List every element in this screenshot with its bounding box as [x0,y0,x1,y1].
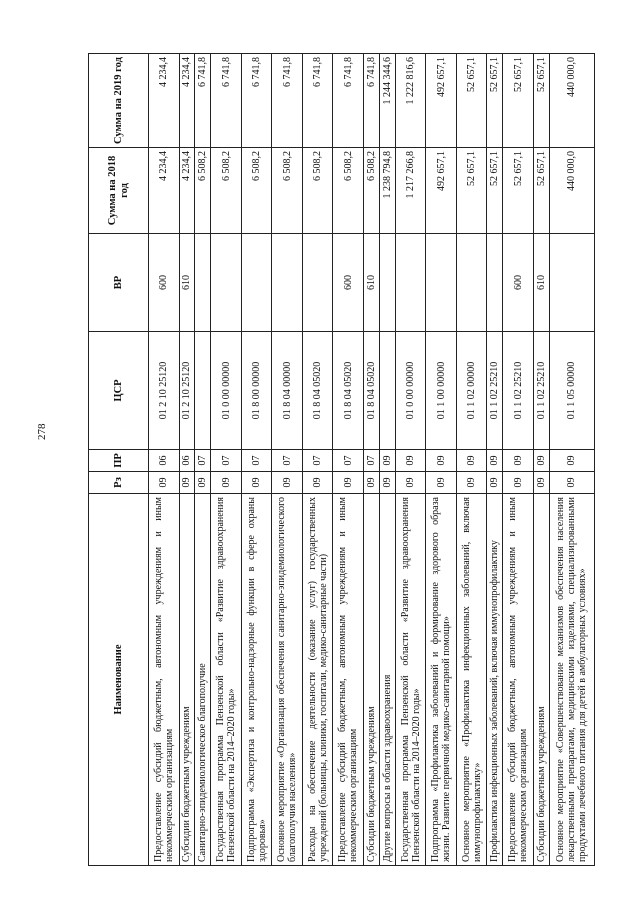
cell-vr [426,234,457,332]
header-vr: ВР [89,234,149,332]
cell-vr: 610 [363,234,379,332]
cell-name: Государственная программа Пензенской области «Развитие здравоохранения Пензенской области на 2014–2020 годы» [395,494,426,866]
cell-rz: 09 [426,472,457,494]
header-rz: Рз [89,472,149,494]
cell-pr: 09 [487,450,503,472]
cell-pr: 09 [379,450,395,472]
cell-vr: 610 [533,234,549,332]
cell-name: Предоставление субсидий бюджетным, автономным учреждениям и иным некоммерческим организациям [149,494,180,866]
table-row [302,54,333,866]
cell-sum-2019: 52 657,1 [487,54,503,148]
cell-rz: 09 [302,472,333,494]
cell-rz: 09 [272,472,303,494]
cell-name: Расходы на обеспечение деятельности (оказание услуг) государственных учреждений (больницы, клиники, госпитали, медико-санитарные части) [302,494,333,866]
cell-pr: 06 [149,450,180,472]
table-row [549,54,594,866]
header-pr: ПР [89,450,149,472]
table-row [241,54,272,866]
cell-rz: 09 [549,472,594,494]
cell-csr: 01 2 10 25120 [179,332,195,450]
cell-sum-2019: 52 657,1 [456,54,487,148]
cell-csr: 01 8 04 00000 [272,332,303,450]
header-sum-2019: Сумма на 2019 год [89,54,149,148]
cell-sum-2019: 4 234,4 [149,54,180,148]
header-name: Наименование [89,494,149,866]
cell-sum-2019: 6 741,8 [211,54,242,148]
cell-vr [241,234,272,332]
cell-pr: 09 [503,450,534,472]
cell-csr: 01 8 00 00000 [241,332,272,450]
cell-name: Субсидии бюджетным учреждениям [179,494,195,866]
cell-sum-2019: 52 657,1 [533,54,549,148]
cell-sum-2019: 6 741,8 [363,54,379,148]
cell-pr: 06 [179,450,195,472]
cell-pr: 09 [395,450,426,472]
cell-vr [272,234,303,332]
table-row [149,54,180,866]
cell-csr: 01 2 10 25120 [149,332,180,450]
cell-name: Подпрограмма «Профилактика заболеваний и формирование здорового образа жизни. Развитие первичной медико-санитарной помощи» [426,494,457,866]
cell-csr: 01 1 02 25210 [503,332,534,450]
cell-sum-2018: 52 657,1 [533,148,549,234]
cell-sum-2018: 6 508,2 [195,148,211,234]
cell-rz: 09 [379,472,395,494]
cell-name: Санитарно-эпидемиологическое благополучие [195,494,211,866]
cell-csr: 01 1 00 00000 [426,332,457,450]
cell-pr: 07 [333,450,364,472]
cell-sum-2019: 52 657,1 [503,54,534,148]
cell-csr: 01 8 04 05020 [302,332,333,450]
cell-sum-2018: 4 234,4 [179,148,195,234]
cell-rz: 09 [149,472,180,494]
cell-vr [211,234,242,332]
cell-name: Основное мероприятие «Совершенствование механизмов обеспечения населения лекарственными препаратами, медицинскими изделиями, специализированными продуктами лечебного питания для детей в амбулаторных условиях» [549,494,594,866]
cell-csr: 01 1 02 25210 [533,332,549,450]
cell-sum-2019: 6 741,8 [333,54,364,148]
cell-csr: 01 8 04 05020 [333,332,364,450]
page-number: 278 [36,423,48,440]
cell-vr [395,234,426,332]
table-row [363,54,379,866]
cell-name: Основное мероприятие «Профилактика инфекционных заболеваний, включая иммунопрофилактику» [456,494,487,866]
cell-sum-2018: 52 657,1 [503,148,534,234]
cell-csr [379,332,395,450]
cell-pr: 07 [363,450,379,472]
cell-pr: 09 [456,450,487,472]
cell-sum-2018: 440 000,0 [549,148,594,234]
cell-vr [195,234,211,332]
cell-pr: 09 [533,450,549,472]
cell-csr [195,332,211,450]
budget-table [88,53,595,866]
cell-name: Подпрограмма «Экспертиза и контрольно-надзорные функции в сфере охраны здоровья» [241,494,272,866]
cell-sum-2019: 440 000,0 [549,54,594,148]
cell-name: Предоставление субсидий бюджетным, автономным учреждениям и иным некоммерческим организациям [503,494,534,866]
cell-pr: 07 [272,450,303,472]
table-row [333,54,364,866]
cell-pr: 09 [426,450,457,472]
cell-rz: 09 [179,472,195,494]
cell-sum-2019: 1 244 344,6 [379,54,395,148]
table-row [195,54,211,866]
table-row [426,54,457,866]
cell-rz: 09 [363,472,379,494]
table-row [272,54,303,866]
cell-sum-2018: 492 657,1 [426,148,457,234]
cell-rz: 09 [395,472,426,494]
cell-name: Основное мероприятие «Организация обеспечения санитарно-эпидемиологического благополучия населения» [272,494,303,866]
cell-sum-2019: 6 741,8 [241,54,272,148]
table-row [533,54,549,866]
table-header-row [89,54,149,866]
cell-pr: 07 [302,450,333,472]
cell-sum-2019: 6 741,8 [272,54,303,148]
cell-rz: 09 [487,472,503,494]
cell-name: Другие вопросы в области здравоохранения [379,494,395,866]
cell-sum-2019: 6 741,8 [195,54,211,148]
cell-name: Предоставление субсидий бюджетным, автономным учреждениям и иным некоммерческим организациям [333,494,364,866]
cell-sum-2018: 1 217 266,8 [395,148,426,234]
header-sum-2018: Сумма на 2018 год [89,148,149,234]
cell-rz: 09 [211,472,242,494]
header-csr: ЦСР [89,332,149,450]
cell-csr: 01 0 00 00000 [395,332,426,450]
table-row [487,54,503,866]
cell-rz: 09 [195,472,211,494]
cell-sum-2018: 6 508,2 [333,148,364,234]
cell-sum-2018: 6 508,2 [363,148,379,234]
cell-sum-2018: 52 657,1 [487,148,503,234]
cell-sum-2018: 1 238 794,8 [379,148,395,234]
cell-csr: 01 1 02 25210 [487,332,503,450]
cell-sum-2019: 492 657,1 [426,54,457,148]
cell-vr: 610 [179,234,195,332]
cell-vr [456,234,487,332]
cell-sum-2019: 1 222 816,6 [395,54,426,148]
cell-vr [549,234,594,332]
cell-rz: 09 [456,472,487,494]
cell-vr [302,234,333,332]
cell-pr: 09 [549,450,594,472]
cell-vr: 600 [503,234,534,332]
cell-name: Субсидии бюджетным учреждениям [533,494,549,866]
cell-vr [379,234,395,332]
cell-csr: 01 1 02 00000 [456,332,487,450]
cell-name: Профилактика инфекционных заболеваний, включая иммунопрофилактику [487,494,503,866]
cell-csr: 01 1 05 00000 [549,332,594,450]
cell-rz: 09 [241,472,272,494]
cell-sum-2018: 6 508,2 [211,148,242,234]
cell-vr: 600 [149,234,180,332]
cell-name: Субсидии бюджетным учреждениям [363,494,379,866]
cell-rz: 09 [333,472,364,494]
cell-sum-2018: 4 234,4 [149,148,180,234]
cell-pr: 07 [211,450,242,472]
cell-csr: 01 0 00 00000 [211,332,242,450]
table-row [379,54,395,866]
cell-pr: 07 [195,450,211,472]
cell-sum-2018: 52 657,1 [456,148,487,234]
cell-name: Государственная программа Пензенской области «Развитие здравоохранения Пензенской области на 2014–2020 годы» [211,494,242,866]
cell-sum-2018: 6 508,2 [302,148,333,234]
table-row [179,54,195,866]
cell-vr [487,234,503,332]
cell-vr: 600 [333,234,364,332]
cell-pr: 07 [241,450,272,472]
cell-sum-2018: 6 508,2 [272,148,303,234]
table-row [211,54,242,866]
cell-sum-2018: 6 508,2 [241,148,272,234]
budget-table-container [88,54,595,866]
cell-sum-2019: 4 234,4 [179,54,195,148]
table-row [395,54,426,866]
table-row [456,54,487,866]
table-row [503,54,534,866]
cell-rz: 09 [533,472,549,494]
cell-csr: 01 8 04 05020 [363,332,379,450]
cell-sum-2019: 6 741,8 [302,54,333,148]
cell-rz: 09 [503,472,534,494]
